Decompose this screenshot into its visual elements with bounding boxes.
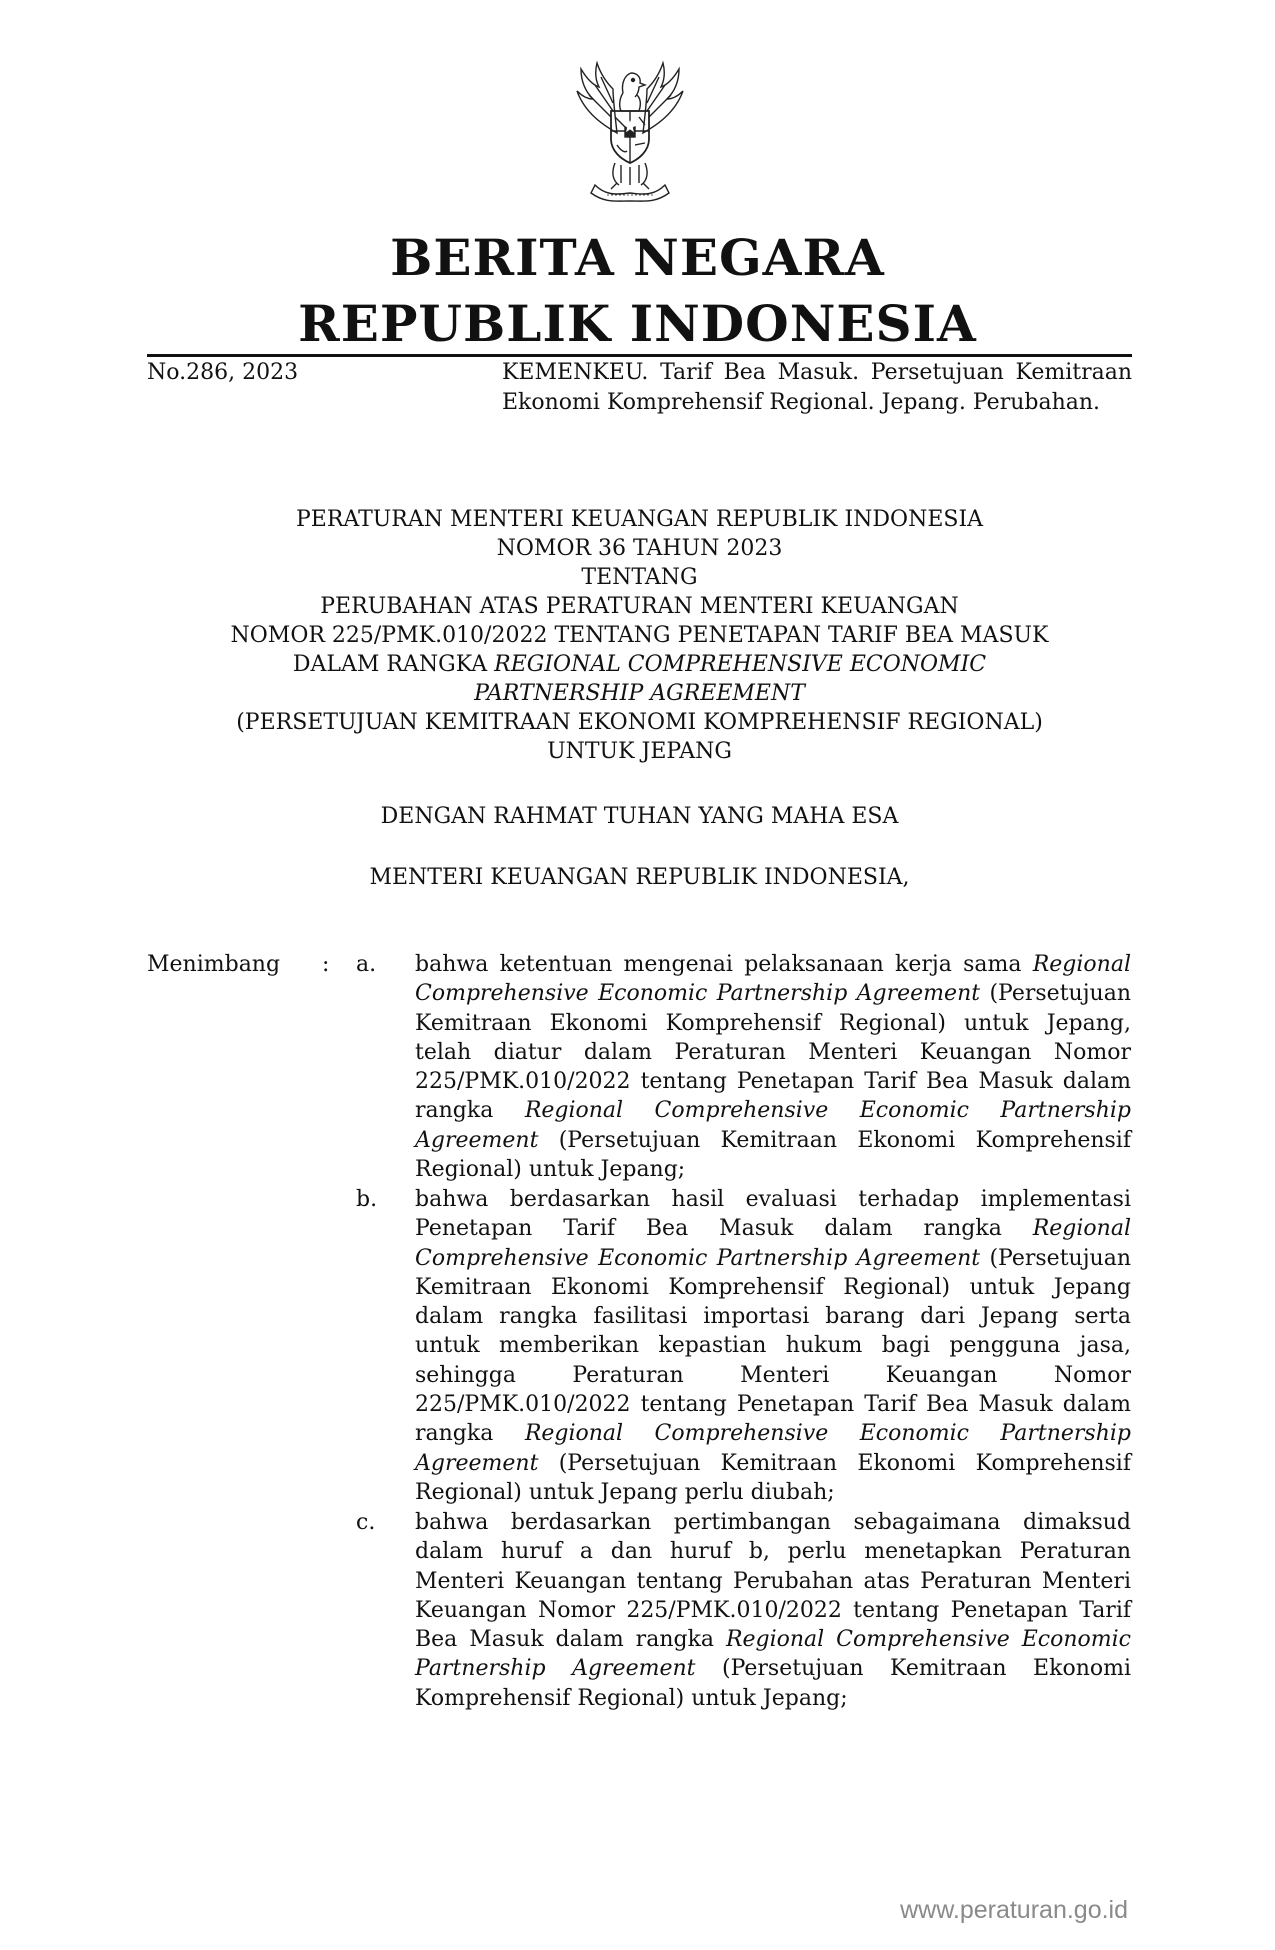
regulation-line: NOMOR 225/PMK.010/2022 TENTANG PENETAPAN TARIF BEA MASUK (230, 623, 1049, 648)
regulation-line-italic: PARTNERSHIP AGREEMENT (474, 681, 805, 706)
masthead-divider (147, 354, 1132, 357)
clause-letter: b. (356, 1187, 378, 1212)
garuda-pancasila-emblem (555, 55, 705, 205)
clause-text-run: (Persetujuan Kemitraan Ekonomi Komprehensif Regional) untuk Jepang; (415, 1656, 1131, 1711)
issue-number: No.286, 2023 (147, 360, 299, 385)
clause-text-run: (Persetujuan Kemitraan Ekonomi Komprehensif Regional) untuk Jepang perlu diubah; (415, 1450, 1131, 1505)
clause-letter: c. (356, 1510, 376, 1535)
regulation-line (147, 650, 1132, 679)
clause-italic-term: Regional Comprehensive Economic Partnership Agreement (415, 1098, 1131, 1153)
menimbang-label: Menimbang (147, 952, 281, 977)
masthead-subtitle: REPUBLIK INDONESIA (298, 294, 977, 353)
regulation-line: (PERSETUJUAN KEMITRAAN EKONOMI KOMPREHENSIF REGIONAL) (236, 710, 1043, 735)
regulation-line-plain: DALAM RANGKA (292, 652, 495, 677)
clause-letter: a. (356, 952, 377, 977)
issue-keywords: KEMENKEU. Tarif Bea Masuk. Persetujuan Kemitraan Ekonomi Komprehensif Regional. Jepang. Perubahan. (502, 360, 1132, 415)
clause-text-run: (Persetujuan Kemitraan Ekonomi Komprehensif Regional) untuk Jepang, telah diatur dalam Peraturan Menteri Keuangan Nomor 225/PMK.010/2022 tentang Penetapan Tarif Bea Masuk dalam rangka (415, 981, 1131, 1124)
clause-text (415, 950, 1131, 1184)
clause-italic-term: Regional Comprehensive Economic Partnership Agreement (415, 1421, 1131, 1476)
regulation-line: PERUBAHAN ATAS PERATURAN MENTERI KEUANGAN (320, 594, 959, 619)
regulation-line: TENTANG (581, 565, 698, 590)
regulation-line (147, 679, 1132, 708)
clause-text-run: (Persetujuan Kemitraan Ekonomi Komprehensif Regional) untuk Jepang dalam rangka fasilitasi importasi barang dari Jepang serta untuk memberikan kepastian hukum bagi pengguna jasa, sehingga Peraturan Menteri Keuangan Nomor 225/PMK.010/2022 tentang Penetapan Tarif Bea Masuk dalam rangka (415, 1245, 1131, 1447)
clause-text (415, 1508, 1131, 1713)
regulation-line: UNTUK JEPANG (547, 739, 732, 764)
masthead-title: BERITA NEGARA (390, 228, 885, 287)
regulation-title (147, 505, 1132, 766)
menimbang-colon: : (322, 952, 330, 977)
footer-url[interactable]: www.peraturan.go.id (900, 1896, 1128, 1924)
clause-text (415, 1185, 1131, 1507)
clause-text-run: (Persetujuan Kemitraan Ekonomi Komprehensif Regional) untuk Jepang; (415, 1127, 1131, 1183)
regulation-line: NOMOR 36 TAHUN 2023 (496, 536, 783, 561)
clause-italic-term: Regional Comprehensive Economic Partnership Agreement (415, 1216, 1131, 1271)
clause-italic-term: Regional Comprehensive Economic Partnership Agreement (415, 1627, 1131, 1682)
regulation-line-italic: REGIONAL COMPREHENSIVE ECONOMIC (494, 652, 987, 677)
clause-text-run: bahwa berdasarkan pertimbangan sebagaimana dimaksud dalam huruf a dan huruf b, perlu menetapkan Peraturan Menteri Keuangan tentang Perubahan atas Peraturan Menteri Keuangan Nomor 225/PMK.010/2022 tentang Penetapan Tarif Bea Masuk dalam rangka (415, 1510, 1131, 1653)
clause-text-run: bahwa berdasarkan hasil evaluasi terhadap implementasi Penetapan Tarif Bea Masuk dalam rangka (415, 1187, 1131, 1242)
invocation: DENGAN RAHMAT TUHAN YANG MAHA ESA (380, 804, 899, 829)
clause-italic-term: Regional Comprehensive Economic Partnership Agreement (415, 952, 1131, 1007)
minister-title: MENTERI KEUANGAN REPUBLIK INDONESIA, (369, 865, 910, 890)
clause-text-run: bahwa ketentuan mengenai pelaksanaan kerja sama (415, 952, 1033, 977)
regulation-line: PERATURAN MENTERI KEUANGAN REPUBLIK INDONESIA (295, 507, 984, 532)
